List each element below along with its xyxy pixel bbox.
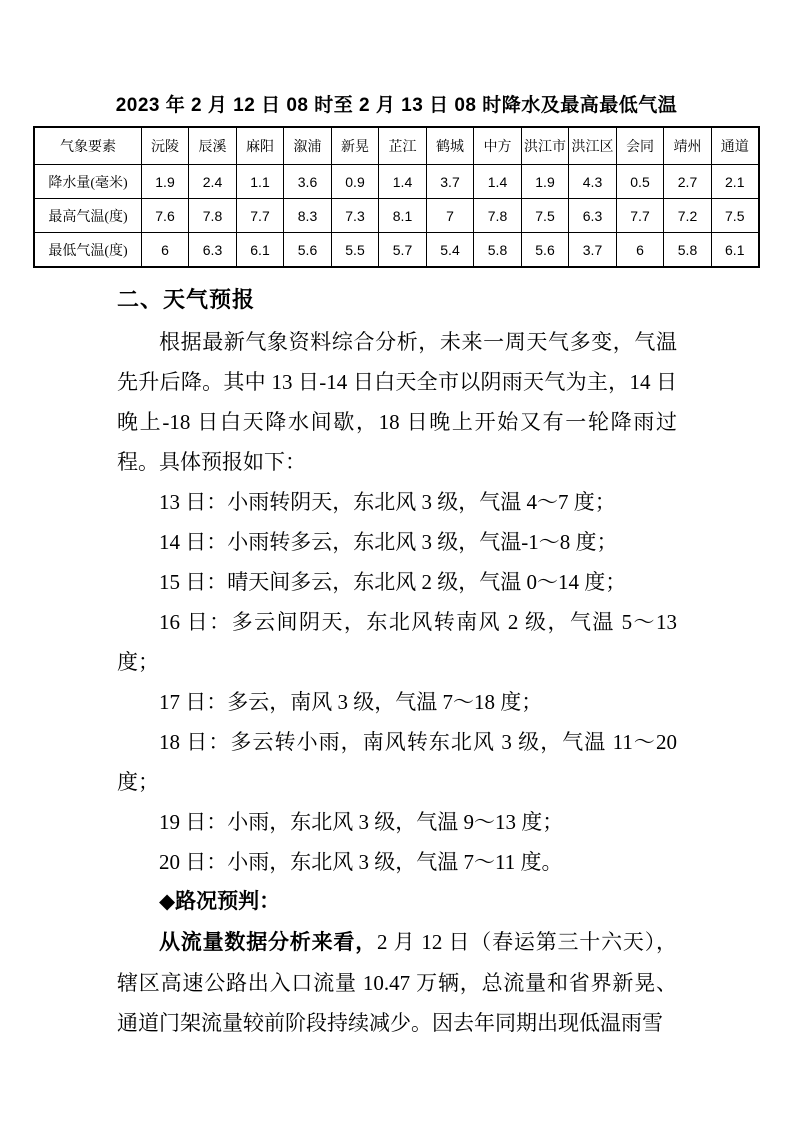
- station-header: 麻阳: [236, 127, 284, 165]
- road-condition-heading: ◆路况预判：: [159, 890, 281, 913]
- table-cell: 3.7: [426, 165, 474, 199]
- station-header: 沅陵: [141, 127, 189, 165]
- table-cell: 7.5: [521, 199, 569, 233]
- table-cell: 4.3: [569, 165, 617, 199]
- station-header: 新晃: [331, 127, 379, 165]
- table-cell: 7.5: [711, 199, 759, 233]
- table-cell: 5.8: [474, 233, 522, 268]
- table-cell: 7.6: [141, 199, 189, 233]
- table-cell: 6.1: [711, 233, 759, 268]
- station-header: 洪江市: [521, 127, 569, 165]
- station-header: 中方: [474, 127, 522, 165]
- table-cell: 6.3: [189, 233, 237, 268]
- table-cell: 7.8: [189, 199, 237, 233]
- table-cell: 2.4: [189, 165, 237, 199]
- traffic-body-text: 2 月 12 日（春运第三十六天），辖区高速公路出入口流量 10.47 万辆，总流量和省界新晃、通道门架流量较前阶段持续减少。因去年同期出现低温雨雪: [117, 930, 678, 1035]
- table-cell: 8.3: [284, 199, 332, 233]
- table-corner-header: 气象要素: [34, 127, 141, 165]
- table-cell: 7.8: [474, 199, 522, 233]
- table-cell: 5.7: [379, 233, 427, 268]
- table-cell: 6.1: [236, 233, 284, 268]
- table-cell: 1.1: [236, 165, 284, 199]
- section-heading-weather-forecast: 二、天气预报: [117, 287, 256, 312]
- station-header: 鹤城: [426, 127, 474, 165]
- table-cell: 7.7: [616, 199, 664, 233]
- table-row-min-temp: [34, 233, 759, 268]
- station-header: 辰溪: [189, 127, 237, 165]
- forecast-line-day18: 18 日：多云转小雨，南风转东北风 3 级，气温 11～20 度；: [117, 730, 677, 794]
- table-cell: 5.6: [521, 233, 569, 268]
- station-header: 会同: [616, 127, 664, 165]
- station-header: 洪江区: [569, 127, 617, 165]
- forecast-line-day14: 14 日：小雨转多云，东北风 3 级，气温-1～8 度；: [159, 530, 618, 554]
- table-cell: 6: [616, 233, 664, 268]
- table-cell: 5.8: [664, 233, 712, 268]
- row-label: 最高气温(度): [34, 199, 141, 233]
- page-title: 2023 年 2 月 12 日 08 时至 2 月 13 日 08 时降水及最高最低气温: [115, 95, 678, 116]
- weather-table: [33, 126, 760, 268]
- forecast-line-day17: 17 日：多云，南风 3 级，气温 7～18 度；: [159, 690, 543, 714]
- station-header: 溆浦: [284, 127, 332, 165]
- table-cell: 5.6: [284, 233, 332, 268]
- station-header: 芷江: [379, 127, 427, 165]
- forecast-line-day16: 16 日：多云间阴天，东北风转南风 2 级，气温 5～13 度；: [117, 610, 677, 674]
- table-cell: 5.5: [331, 233, 379, 268]
- table-cell: 7: [426, 199, 474, 233]
- station-header: 靖州: [664, 127, 712, 165]
- document-body: [117, 278, 677, 1043]
- forecast-line-day15: 15 日：晴天间多云，东北风 2 级，气温 0～14 度；: [159, 570, 627, 594]
- table-cell: 7.2: [664, 199, 712, 233]
- table-cell: 6.3: [569, 199, 617, 233]
- forecast-line-day19: 19 日：小雨，东北风 3 级，气温 9～13 度；: [159, 810, 564, 834]
- row-label: 最低气温(度): [34, 233, 141, 268]
- table-cell: 1.4: [379, 165, 427, 199]
- table-cell: 0.5: [616, 165, 664, 199]
- station-header: 通道: [711, 127, 759, 165]
- table-cell: 6: [141, 233, 189, 268]
- table-cell: 3.6: [284, 165, 332, 199]
- table-header-row: [34, 127, 759, 165]
- row-label: 降水量(毫米): [34, 165, 141, 199]
- table-row-precipitation: [34, 165, 759, 199]
- traffic-lead-bold: 从流量数据分析来看，: [159, 931, 378, 954]
- table-cell: 1.9: [521, 165, 569, 199]
- table-cell: 7.7: [236, 199, 284, 233]
- table-cell: 3.7: [569, 233, 617, 268]
- table-cell: 0.9: [331, 165, 379, 199]
- traffic-analysis-paragraph: [117, 922, 677, 1043]
- table-cell: 2.1: [711, 165, 759, 199]
- forecast-intro-paragraph: 根据最新气象资料综合分析，未来一周天气多变，气温先升后降。其中 13 日-14 日白天全市以阴雨天气为主，14 日晚上-18 日白天降水间歇，18 日晚上开始又有一轮降雨过程。具体预报如下：: [117, 330, 677, 474]
- table-cell: 5.4: [426, 233, 474, 268]
- forecast-line-day20: 20 日：小雨，东北风 3 级，气温 7～11 度。: [159, 850, 563, 874]
- table-cell: 1.9: [141, 165, 189, 199]
- table-cell: 1.4: [474, 165, 522, 199]
- forecast-line-day13: 13 日：小雨转阴天，东北风 3 级，气温 4～7 度；: [159, 490, 616, 514]
- table-cell: 2.7: [664, 165, 712, 199]
- table-row-max-temp: [34, 199, 759, 233]
- table-cell: 7.3: [331, 199, 379, 233]
- table-cell: 8.1: [379, 199, 427, 233]
